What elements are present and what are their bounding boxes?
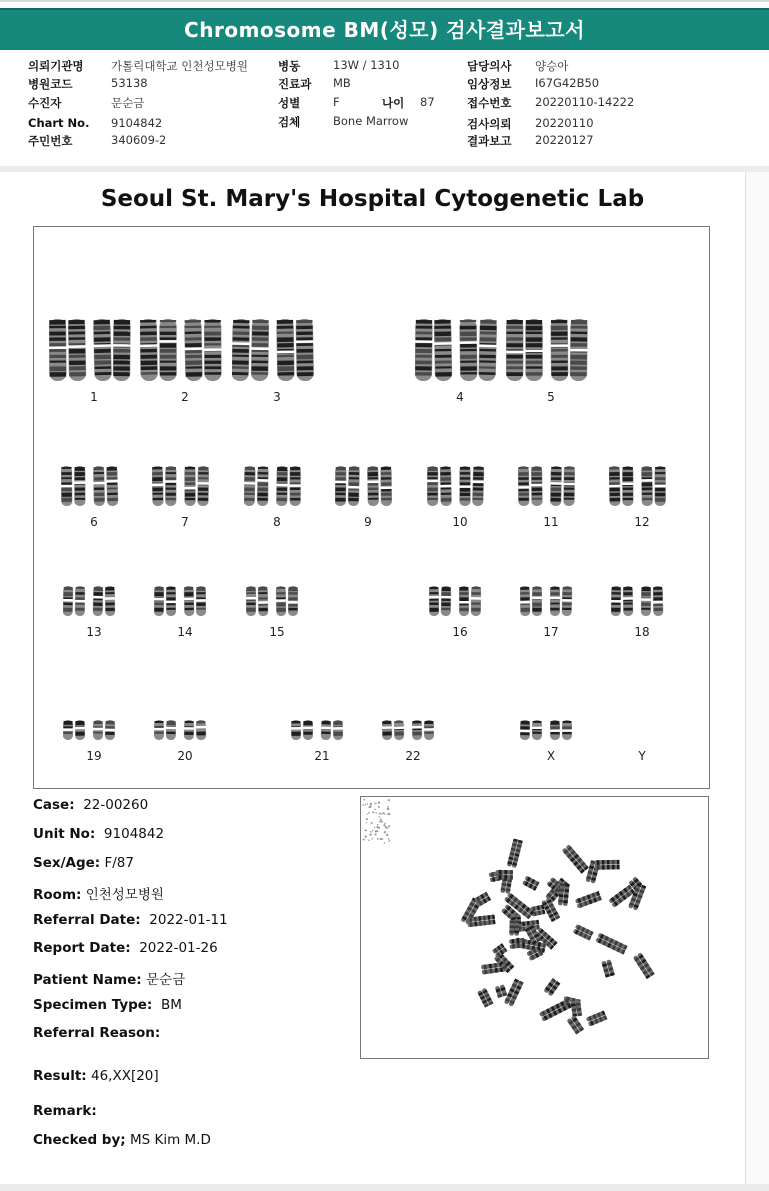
background-speck bbox=[370, 803, 372, 805]
chromosome-pair-13 bbox=[63, 585, 125, 617]
referral-date-label: Referral Date: bbox=[33, 912, 141, 928]
chromosome-label-18: 18 bbox=[634, 625, 650, 639]
background-speck bbox=[377, 824, 378, 825]
chromosome-pair-5 bbox=[506, 318, 597, 382]
case-row bbox=[33, 797, 148, 813]
report-date-label: 결과보고 bbox=[467, 134, 512, 148]
metaphase-chromosome bbox=[575, 891, 602, 909]
age-label: 나이 bbox=[382, 96, 405, 110]
chromosome-label-11: 11 bbox=[543, 515, 559, 529]
right-gutter bbox=[746, 172, 769, 1184]
background-speck bbox=[388, 838, 390, 840]
patient-name-value: 문순금 bbox=[145, 972, 186, 988]
hospital-code-value: 53138 bbox=[111, 76, 148, 90]
metaphase-chromosome bbox=[477, 988, 493, 1008]
background-speck bbox=[374, 803, 375, 804]
chromosome-pair-21 bbox=[291, 719, 353, 741]
chromosome-pair-14 bbox=[154, 585, 216, 617]
patient-name-row bbox=[33, 968, 185, 988]
chromosome-label-16: 16 bbox=[452, 625, 468, 639]
chromosome-label-22: 22 bbox=[405, 749, 421, 763]
referral-date-value: 2022-01-11 bbox=[149, 912, 228, 928]
chromosome-label-3: 3 bbox=[273, 390, 281, 404]
background-speck bbox=[371, 831, 372, 832]
background-speck bbox=[375, 833, 377, 835]
patient-name-label: Patient Name: bbox=[33, 972, 142, 988]
chart-no-label: Chart No. bbox=[28, 116, 90, 130]
chromosome-label-20: 20 bbox=[177, 749, 193, 763]
chromosome-pair-19 bbox=[63, 719, 125, 741]
chromosome-label-4: 4 bbox=[456, 390, 464, 404]
metaphase-chromosome bbox=[522, 876, 540, 891]
report-date-value: 2022-01-26 bbox=[139, 940, 218, 956]
chromosome-pair-7 bbox=[152, 465, 219, 507]
background-speck bbox=[384, 831, 386, 833]
checked-by-value: MS Kim M.D bbox=[129, 1132, 211, 1148]
metaphase-chromosome bbox=[595, 933, 627, 955]
background-speck bbox=[389, 840, 390, 841]
remark-label: Remark: bbox=[33, 1103, 97, 1119]
specimen-label: 검체 bbox=[278, 115, 301, 129]
specimen-value: Bone Marrow bbox=[333, 114, 409, 128]
chromosome-pair-11 bbox=[518, 465, 585, 507]
physician-label: 담당의사 bbox=[467, 59, 512, 73]
chromosome-pair-10 bbox=[427, 465, 494, 507]
metaphase-chromosome bbox=[492, 943, 508, 958]
background-speck bbox=[367, 803, 368, 804]
metaphase-chromosome bbox=[507, 839, 523, 868]
metaphase-chromosome bbox=[539, 999, 572, 1022]
background-speck bbox=[388, 825, 390, 827]
background-speck bbox=[383, 824, 385, 826]
bottom-border bbox=[0, 1184, 769, 1191]
chromosome-pair-8 bbox=[244, 465, 311, 507]
metaphase-chromosome bbox=[500, 878, 512, 894]
room-value: 인천성모병원 bbox=[85, 887, 164, 903]
chromosome-pair-4 bbox=[415, 318, 506, 382]
ward-value: 13W / 1310 bbox=[333, 58, 400, 72]
metaphase-chromosome bbox=[573, 924, 594, 941]
metaphase-spread-image bbox=[360, 796, 709, 1059]
background-speck bbox=[384, 842, 386, 844]
sexage-value: F/87 bbox=[104, 855, 134, 871]
unit-value: 9104842 bbox=[103, 826, 165, 842]
checked-by-row bbox=[33, 1132, 211, 1148]
chart-no-value: 9104842 bbox=[111, 116, 163, 130]
background-speck bbox=[386, 834, 388, 836]
chromosome-pair-12 bbox=[609, 465, 676, 507]
background-speck bbox=[387, 827, 389, 829]
background-speck bbox=[371, 822, 373, 824]
background-speck bbox=[368, 840, 369, 841]
age-value: 87 bbox=[420, 95, 435, 109]
room-row bbox=[33, 883, 164, 903]
chromosome-label-10: 10 bbox=[452, 515, 468, 529]
metaphase-chromosome bbox=[601, 959, 615, 977]
chromosome-label-15: 15 bbox=[269, 625, 285, 639]
background-speck bbox=[375, 830, 377, 832]
patient-info-panel bbox=[0, 50, 769, 166]
background-speck bbox=[371, 838, 373, 840]
report-date-value: 20220127 bbox=[535, 133, 594, 147]
background-speck bbox=[378, 806, 380, 808]
room-label: Room: bbox=[33, 887, 82, 903]
chromosome-label-12: 12 bbox=[634, 515, 650, 529]
specimen-type-value: BM bbox=[160, 997, 182, 1013]
referral-reason-label: Referral Reason: bbox=[33, 1025, 161, 1041]
chromosome-label-X: X bbox=[546, 749, 556, 763]
metaphase-chromosome bbox=[543, 978, 560, 996]
background-speck bbox=[380, 818, 382, 820]
patient-label: 수진자 bbox=[28, 96, 62, 110]
background-speck bbox=[380, 838, 382, 840]
chromosome-pair-9 bbox=[335, 465, 402, 507]
background-speck bbox=[363, 799, 365, 801]
background-speck bbox=[379, 821, 381, 823]
background-speck bbox=[388, 799, 390, 801]
remark-row bbox=[33, 1103, 97, 1119]
metaphase-chromosome bbox=[495, 984, 507, 998]
metaphase-chromosome bbox=[567, 1015, 585, 1035]
request-date-value: 20220110 bbox=[535, 116, 594, 130]
chromosome-label-14: 14 bbox=[177, 625, 193, 639]
resident-no-label: 주민번호 bbox=[28, 134, 73, 148]
background-speck bbox=[366, 822, 367, 823]
chromosome-label-17: 17 bbox=[543, 625, 559, 639]
specimen-type-row bbox=[33, 997, 182, 1013]
karyogram-panel bbox=[33, 226, 710, 789]
referral-date-row bbox=[33, 912, 228, 928]
institution-label: 의뢰기관명 bbox=[28, 59, 84, 73]
unit-row bbox=[33, 826, 164, 842]
clinical-info-value: I67G42B50 bbox=[535, 76, 600, 90]
specimen-type-label: Specimen Type: bbox=[33, 997, 153, 1013]
sex-value: F bbox=[333, 95, 340, 109]
background-speck bbox=[378, 827, 380, 829]
background-speck bbox=[378, 801, 380, 803]
background-speck bbox=[375, 803, 376, 804]
background-speck bbox=[368, 812, 370, 814]
background-speck bbox=[388, 813, 390, 815]
referral-reason-row bbox=[33, 1025, 160, 1041]
chromosome-label-6: 6 bbox=[90, 515, 98, 529]
checked-by-label: Checked by; bbox=[33, 1132, 126, 1148]
background-speck bbox=[363, 838, 365, 840]
chromosome-pair-X bbox=[520, 719, 582, 741]
chromosome-pair-1 bbox=[49, 318, 140, 382]
department-value: MB bbox=[333, 76, 351, 90]
chromosome-pair-18 bbox=[611, 585, 673, 617]
department-label: 진료과 bbox=[278, 77, 312, 91]
chromosome-pair-22 bbox=[382, 719, 444, 741]
metaphase-chromosome bbox=[633, 952, 655, 979]
chromosome-label-21: 21 bbox=[314, 749, 330, 763]
receipt-no-value: 20220110-14222 bbox=[535, 95, 635, 109]
metaphase-chromosome bbox=[504, 978, 524, 1006]
background-speck bbox=[382, 838, 383, 839]
background-speck bbox=[379, 816, 381, 818]
chromosome-label-2: 2 bbox=[181, 390, 189, 404]
sexage-label: Sex/Age: bbox=[33, 855, 101, 871]
background-speck bbox=[377, 838, 379, 840]
receipt-no-label: 접수번호 bbox=[467, 96, 512, 110]
report-date-label: Report Date: bbox=[33, 940, 131, 956]
request-date-label: 검사의뢰 bbox=[467, 117, 512, 131]
chromosome-pair-17 bbox=[520, 585, 582, 617]
result-label: Result: bbox=[33, 1068, 87, 1084]
background-speck bbox=[372, 811, 374, 813]
top-border bbox=[0, 0, 769, 2]
background-speck bbox=[365, 835, 367, 837]
background-speck bbox=[370, 834, 371, 835]
background-speck bbox=[369, 806, 371, 808]
chromosome-label-1: 1 bbox=[90, 390, 98, 404]
clinical-info-label: 임상정보 bbox=[467, 77, 512, 91]
ward-label: 병동 bbox=[278, 59, 301, 73]
chromosome-label-Y: Y bbox=[638, 749, 646, 763]
chromosome-pair-Y bbox=[641, 719, 643, 741]
background-speck bbox=[366, 818, 368, 820]
background-speck bbox=[381, 813, 382, 814]
metaphase-spread-svg bbox=[361, 797, 708, 1058]
result-row bbox=[33, 1068, 159, 1084]
background-speck bbox=[365, 830, 366, 831]
resident-no-value: 340609-2 bbox=[111, 133, 167, 147]
sex-label: 성별 bbox=[278, 96, 301, 110]
background-speck bbox=[379, 813, 381, 815]
case-value: 22-00260 bbox=[83, 797, 149, 813]
chromosome-label-9: 9 bbox=[364, 515, 372, 529]
background-speck bbox=[381, 820, 383, 822]
result-value: 46,XX[20] bbox=[90, 1068, 159, 1084]
patient-value: 문순금 bbox=[111, 96, 145, 110]
background-speck bbox=[384, 823, 386, 825]
background-speck bbox=[370, 831, 371, 832]
background-speck bbox=[372, 830, 373, 831]
report-date-row bbox=[33, 940, 218, 956]
institution-value: 가톨릭대학교 인천성모병원 bbox=[111, 59, 248, 73]
unit-label: Unit No: bbox=[33, 826, 96, 842]
chromosome-pair-15 bbox=[246, 585, 308, 617]
chromosome-pair-3 bbox=[232, 318, 323, 382]
background-speck bbox=[375, 812, 377, 814]
chromosome-label-5: 5 bbox=[547, 390, 555, 404]
chromosome-label-7: 7 bbox=[181, 515, 189, 529]
background-speck bbox=[365, 804, 367, 806]
background-speck bbox=[374, 809, 375, 810]
lab-title: Seoul St. Mary's Hospital Cytogenetic Lab bbox=[100, 186, 645, 212]
sexage-row bbox=[33, 855, 134, 871]
background-speck bbox=[362, 804, 364, 806]
chromosome-pair-2 bbox=[140, 318, 231, 382]
background-speck bbox=[387, 808, 389, 810]
background-speck bbox=[383, 812, 385, 814]
chromosome-pair-6 bbox=[61, 465, 128, 507]
background-speck bbox=[387, 806, 389, 808]
chromosome-label-13: 13 bbox=[86, 625, 102, 639]
hospital-code-label: 병원코드 bbox=[28, 77, 73, 91]
background-speck bbox=[367, 814, 368, 815]
chromosome-label-8: 8 bbox=[273, 515, 281, 529]
report-banner-title: Chromosome BM(성모) 검사결과보고서 bbox=[0, 8, 769, 50]
metaphase-chromosome bbox=[586, 1010, 608, 1026]
background-speck bbox=[384, 813, 385, 814]
background-speck bbox=[374, 827, 375, 828]
chromosome-pair-16 bbox=[429, 585, 491, 617]
case-label: Case: bbox=[33, 797, 75, 813]
chromosome-label-19: 19 bbox=[86, 749, 102, 763]
chromosome-pair-20 bbox=[154, 719, 216, 741]
metaphase-chromosome bbox=[562, 844, 589, 874]
physician-value: 양승아 bbox=[535, 59, 569, 73]
